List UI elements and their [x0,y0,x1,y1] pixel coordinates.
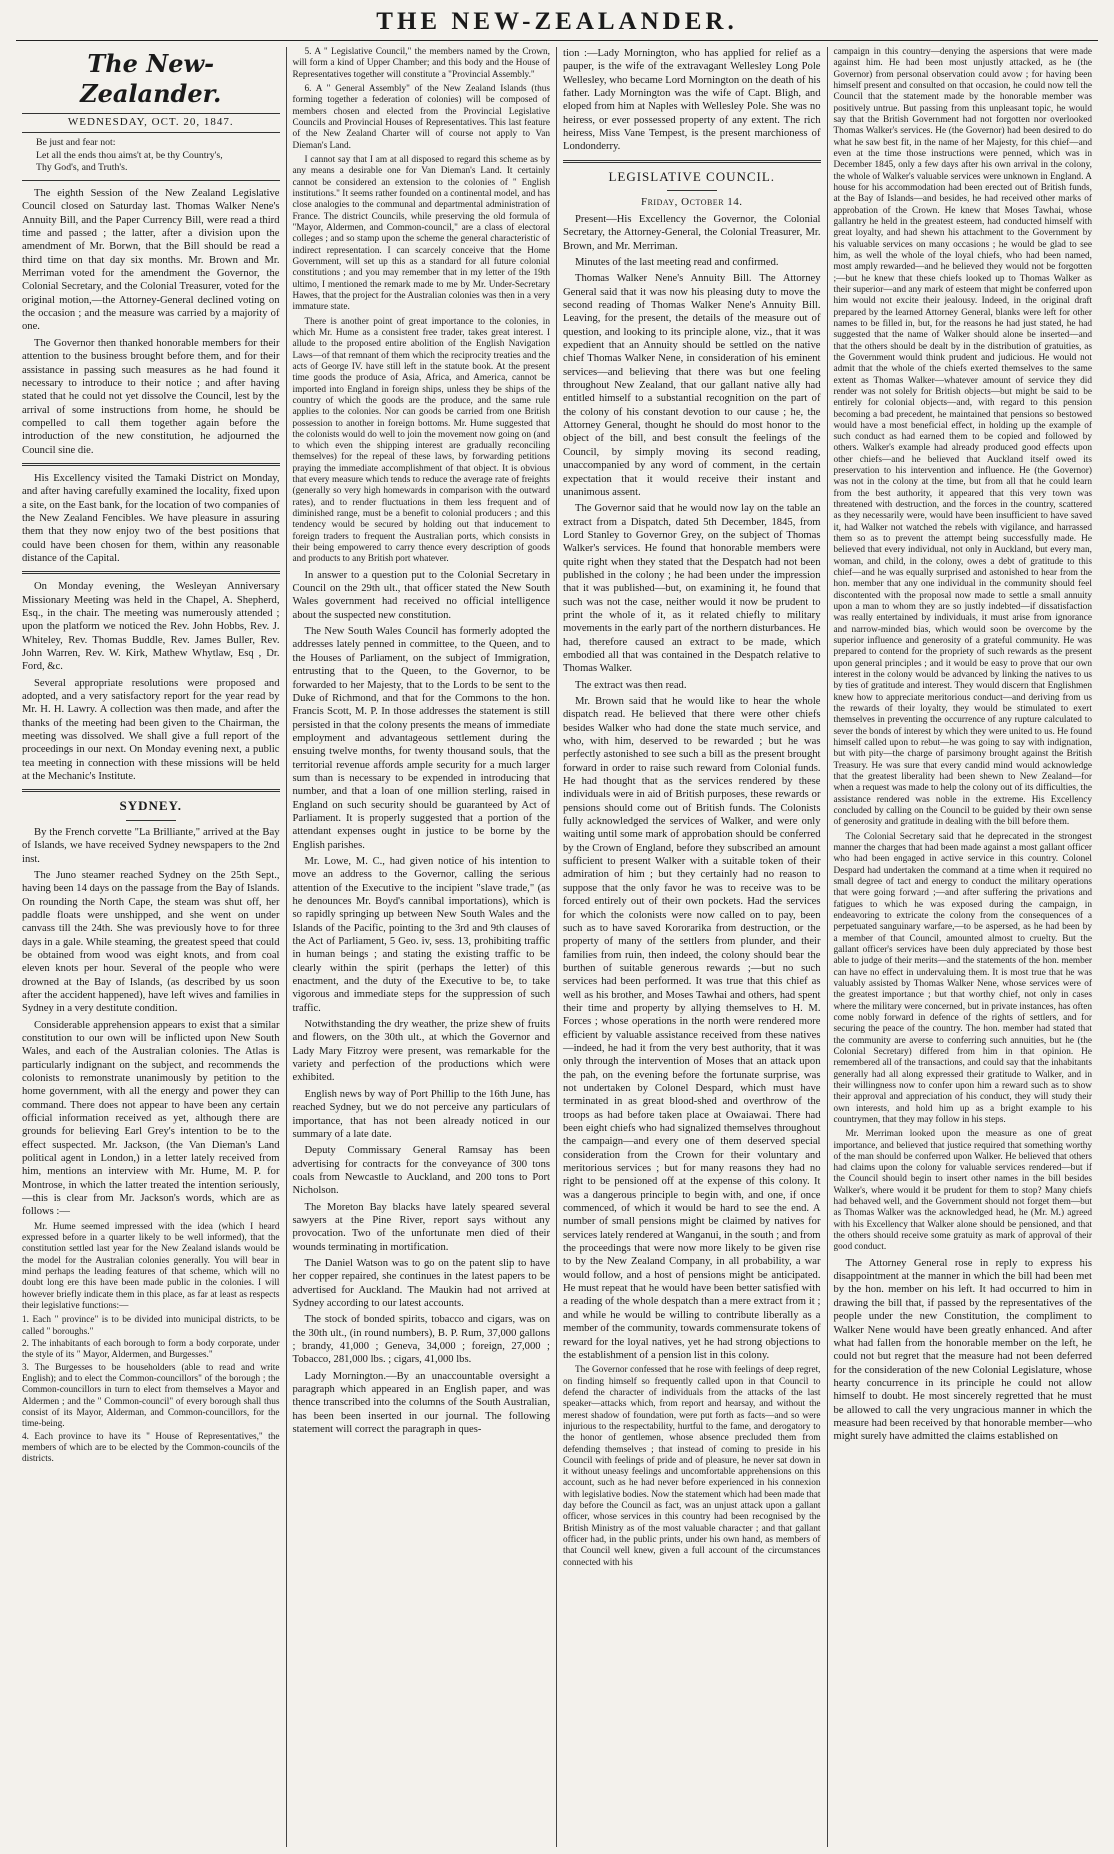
quoted-letter: 6. A " General Assembly" of the New Zealand Islands (thus forming together a federation of colonies) will be composed of members chosen and elected from the Provincial Legislative Councils and Provincial Houses of Representatives. This last feature of the New Zealand Charter will of course not apply to Van Dieman's Land. [292,83,550,151]
quoted-letter: Mr. Hume seemed impressed with the idea (which I heard expressed before in a quarter likely to be well informed), that the constitution settled last year for the New Zealand islands would be the model for the Australian colonies generally. You will bear in mind perhaps the leading features of that scheme, which will no doubt long ere this have been made public in the colonies. I will however briefly indicate them in this place, as far at least as respects their legislative functions:— [22,1221,280,1312]
article-paragraph: English news by way of Port Phillip to the 16th June, has reached Sydney, but we do not perceive any particulars of importance, that has not been already noticed in our summary of a late date. [292,1088,550,1140]
divider [22,463,280,466]
columns [16,47,1098,1847]
divider [22,180,280,181]
article-paragraph: His Excellency visited the Tamaki District on Monday, and after having carefully examined the locality, fixed upon a site, on the East bank, for the location of two companies of the New Zealand Fencibles. We have pleasure in assuring them that they now enjoy two of the best positions that could have been chosen for them, within any reasonable distance of the Capital. [22,472,280,564]
divider [563,160,821,163]
article-paragraph: The Governor then thanked honorable members for their attention to the business brought before them, and for their assistance in passing such measures as he had found it necessary to introduce to their notice ; and after having stated that he could not yet dissolve the Council, lest by the arrival of some instructions from home, he should be compelled to call them together again before the introduction of the new constitution, he adjourned the Council sine die. [22,337,280,456]
column-2 [287,47,558,1847]
article-paragraph: tion :—Lady Mornington, who has applied for relief as a pauper, is the wife of the extravagant Wellesley Long Pole Wellesley, who became Lord Mornington on the death of his father. Lady Mornington was the wife of Capt. Bligh, and eloped from him at Naples with Wellesley Pole. She was no heiress, or ever possessed property of any extent. The rich heiress, Miss Vane Tempest, is the present marchioness of Londonderry. [563,48,821,153]
article-paragraph: The Attorney General rose in reply to express his disappointment at the manner in which the bill had been met by the hon. member on his left. It had occurred to him in drawing the bill that, if passed by the representatives of the people under the new Constitution, the compliment to Walker Nene would have been greatly enhanced. And after what had fallen from the honorable member on the left, he could not but regret that the measure had not been deferred for the consideration of the new Colonial Legislature, whose hearty concurrence in its principle he could not allow himself to doubt. He most sincerely regretted that he must be allowed to call the very ungracious manner in which the measure had been received by that honorable member—who might surely have admitted the claims established on [833,1257,1092,1443]
article-paragraph: Mr. Brown said that he would like to hear the whole dispatch read. He believed that there were other chiefs besides Walker who had done the state much service, and who, with him, deserved to be rewarded ; but he was perfectly astonished to see such a bill as the present brought forward in order to raise such reward from Colonial funds. He had thought that as the services rendered by these individuals were in aid of British purposes, these rewards or pensions should come out of British funds. The Colonists fully acknowledged the services of Walker, and were only waiting until some mark of approbation should be conferred by the Crown of England, before they subscribed an amount sufficient to present Walker with a suitable token of their admiration of him ; but they certainly had no reason to suppose that the only favor he was to receive was to be forced entirely out of their own pockets. Had the services for which the colonists were now called on to pay, been such as to have saved Kororarika from destruction, or the property of many of the settlers from plunder, and their families from ruin, then indeed, the colony should bear the burthen of suitable generous rewards ;—but no such services had been performed. It was true that this chief as well as his brother, and Moses Tawhai and others, had spent their time and property by allying themselves to H. M. Forces ; whose operations in the north were rendered more efficient by valuable assistance received from these natives—indeed, he had it from the very best authority, that it was only through the intervention of Moses that an attack upon the pah, on the evening before the fortunate surprise, was not undertaken by Colonel Despard, which must have terminated in as great blood-shed and overthrow of the troops as had before taken place at Owaiawai. There had been eight chiefs who had signalized themselves throughout the campaign—and every one of them deserved special consideration from the Crown for their voluntary and meritorious services ; but for many reasons they had no right to be pensioned off at the expense of this colony. It was a dangerous principle to begin with, and one, if once commenced, of which it would be hard to see the end. A number of small pensions might be claimed by natives for services lately rendered at Wanganui, in the south ; and from the proceedings that were now more likely to be given rise to by the New Zealand Company, in all probability, a war would follow, and a host of pensions might be anticipated. He must repeat that he would have been better satisfied with a reading of the whole despatch than a mere extract from it ; and while he would be willing to contribute liberally as a member of the community, towards commensurate tokens of reward for the loyal natives, yet he had strong objections to the establishment of a pension list in this colony. [563,696,821,1361]
constitution-list [22,1315,280,1465]
divider [22,789,280,792]
list-item: 4. Each province to have its " House of Representatives," the members of which are to be elected by the Common-councils of the districts. [22,1431,280,1465]
quoted-letter: There is another point of great importance to the colonies, in which Mr. Hume as a consistent free trader, takes great interest. I allude to the proposed entire abolition of the English Navigation Laws—of that remnant of them which the reciprocity treaties and the acts of George IV. have still left in the statute book. At the present time goods the produce of Asia, Africa, and America, cannot be imported into England in foreign ships, unless they be ships of the country of which the goods are the produce, and the same rule applies to the colonies. Nor can goods be carried from one British possession to another in foreign bottoms. Mr. Hume suggested that the colonists would do well to join the movement now going on (and to which even the shipping interest are gradually reconciling themselves) for the repeal of these laws, by forwarding petitions praying the immediate accomplishment of that object. It is obvious that every measure which tends to reduce the average rate of freights (generally so very high homewards in comparison with the outward rates), and to render fluctuations in them less frequent and of diminished range, must be a benefit to colonial producers ; and this tendency would be secured by holding out that inducement to foreign traders to frequent the Australian ports, which consists in their being empowered to carry thence every description of goods and products to any British port whatever. [292,316,550,565]
list-item: 2. The inhabitants of each borough to form a body corporate, under the style of its " Mayor, Aldermen, and Burgesses." [22,1339,280,1361]
article-paragraph: The extract was then read. [575,679,687,691]
article-paragraph: The Colonial Secretary said that he deprecated in the strongest manner the charges that had been made against a most gallant officer who had been engaged in active service in this country. Colonel Despard had undertaken the command at a time when it required no small degree of tact and energy to conduct the military operations that were going forward ;—and after suffering the privations and fatigues to which he was exposed during the campaign, in endeavoring to extricate the colony from the consequences of a perpetuated sanguinary warfare,—to be aspersed, as he had been by a member of that Council, amounted almost to cruelty. But the gallant officer's services have been duly appreciated by those best able to judge of their merits—and the statements of the hon. member can have no effect in undervaluing them. It is most true that he was valuably assisted by Thomas Walker Nene, whose services were of the greatest importance ; but that worthy chief, not only in cases where the military were concerned, but in private instances, has often come nobly forward in defence of the rights of settlers, and for securing the peace of the country. The hon. member had stated that the community are averse to conferring such annuities, but he (the Colonial Secretary) differed from him in that opinion. He remembered all of the transactions, and could say that the inhabitants generally had all along expressed their gratitude to Walker, and in their willingness now to confer upon him a reward such as to show their approval and appreciation of his conduct, they will study their own interests, and hold him up as a bright example to his countrymen, that they may follow in his steps. [833,831,1092,1125]
list-item: 1. Each " province" is to be divided into municipal districts, to be called " boroughs." [22,1315,280,1337]
article-paragraph: By the French corvette "La Brilliante," arrived at the Bay of Islands, we have received Sydney newspapers to the 2nd inst. [22,826,280,865]
article-paragraph: The New South Wales Council has formerly adopted the addresses lately penned in committee, to the Queen, and to the Houses of Parliament, on the subject of Immigration, entrusting that to the Queen, to the Governor, to be forwarded to her Majesty, that to the Lords to be sent to the Duke of Richmond, and that for the Commons to the hon. Francis Scott, M. P. In those addresses the statement is still persisted in that the colony presents the means of immediate employment and advantageous settlement during the ensuing twelve months, for twenty thousand souls, that the territorial revenue affords ample security for a much larger sum than is necessary to be expended in introducing that number, and that a loan of one million sterling, raised in England on such security should be guaranteed by Act of Parliament. It is properly suggested that a portion of the attendant expenses ought in justice to be borne by the English parishes. [292,626,550,851]
section-heading-sydney: SYDNEY. [119,798,182,814]
column-3 [557,47,828,1847]
article-paragraph: Minutes of the last meeting read and confirmed. [575,257,779,269]
article-paragraph: In answer to a question put to the Colonial Secretary in Council on the 29th ult., that officer stated the New South Wales government had received no official intelligence about the suspected new constitution. [292,569,550,621]
article-paragraph: Notwithstanding the dry weather, the prize shew of fruits and flowers, on the 30th ult., at which the Governor and Lady Mary Fitzroy were present, was remarkable for the variety and perfection of the productions which were exhibited. [292,1019,550,1084]
article-paragraph: The Moreton Bay blacks have lately speared several sawyers at the Pine River, report says without any provocation. Two of the unfortunate men died of their wounds terminating in mortification. [292,1201,550,1253]
article-paragraph: The Governor confessed that he rose with feelings of deep regret, on finding himself so frequently called upon in that Council to defend the character of individuals from the attacks of the last speaker—attacks which, from report and hearsay, and without the merest shadow of foundation, were put forth as facts—and so were injurious to the respectability, hurtful to the fame, and derogatory to the honor of gentlemen, whose absence precluded them from defending themselves ; that instead of coming to preside in his Council with feelings of pride and of pleasure, he never sat down in it without uneasy feelings and uncomfortable apprehensions on this account, such as he had never before experienced in his connexion with legislative bodies. Now the statement which had been made that day before the Council as fact, was an unjust attack upon a gallant officer, whose services in this country had been recognised by the British Ministry as of the most valuable character ; and that gallant officer had, in the public prints, under his own hand, as members of that Council well knew, given a full account of the circumstances connected with his [563,1365,821,1568]
motto-line: Thy God's, and Truth's. [36,161,128,173]
article-paragraph: The Governor said that he would now lay on the table an extract from a Dispatch, dated 5th December, 1845, from Lord Stanley to Governor Grey, on the subject of Thomas Walker's services. He found that honorable members were quite right when they stated that the Despatch had not been published in the colony ; he had been under the impression that it was published—but, on examining it, he found that such was not the case, neither would it now be prudent to print the whole of it, as it related chiefly to military movements in the early part of the northern disturbances. He had, therefore caused an extract to be made, which embodied all that was contained in the Despatch relative to Thomas Walker. [563,503,821,675]
article-paragraph: campaign in this country—denying the aspersions that were made against him. He had been most unjustly attacked, as he (the Governor) from personal observation could avow ; for having been himself present and consulted on that occasion, he could now tell the Council that the statement made by the honorable member was positively untrue. But passing from this unpleasant topic, he would say that the British Government had not forgotten nor overlooked Thomas Walker's services. He (the Governor) had been desired to do what he saw best fit, in the name of her Majesty, for this chief—and even at the time those instructions were penned, which was in December 1845, only a few days after his own arrival in the colony, the whole of Walker's valuable services were unknown in England. A house for his accommodation had been erected out of British funds, at the Bay of Islands—and besides, he had received other marks of approbation of the Crown. He knew that Moses Tawhai, whose gallantry he held in the greatest esteem, had conducted himself with great loyalty, and had shewn his attachment to the Government by his valuable services on many occasions ; he would be glad to see him, as well the whole of the loyal chiefs, who had been named, most amply rewarded—and he believed they would not be forgotten ;—but he knew that these chiefs looked up to Thomas Walker as their superior—and any mark of esteem that might be conferred upon him would not excite their jealousy. Indeed, in the original draft prepared by the learned Attorney General, blanks were left for other names to be filled in, but, for the reasons he had just stated, he had suggested that the name of Walker should alone be inserted—and that the others should be dealt by in the distribution of gratuities, as the Government would think prudent and judicious. He would not admit that the whole of the chiefs exerted themselves to the same extent as Thomas Walker—whatever amount of service they did render was not solely for British objects—but might be said to be entirely for colonial objects—and, with regard to this pension becoming a bad precedent, he maintained that pensions so bestowed would have a most beneficial effect, in holding up the example of such conduct as had earned them to be copied and followed by others. Walker's example had already produced good effects upon other chiefs—and he believed that Auckland itself owed its preservation to his intervention and influence. He (the Governor) was not in the colony at the time, but from all that he could learn from the best authority, it appeared that this very town was threatened with destruction, and the forces in the country, scattered as they necessarily were, would have been insufficient to have saved it, had Walker not watched the rebels with vigilance, and harrassed them so as to prevent the attempt being successfully made. He believed that every individual, not only in Auckland, but every man, woman, and child, in the colony, owes a debt of gratitude to this chief—and he was equally surprised and astonished to hear from the hon. member that any one individual in the community should feel discontented with the proposal now made to settle a small annuity upon a man to whom they are so justly indebted—if dissatisfaction was really entertained by individuals, it must arise from ignorance and narrow-minded bias, which would soon be overcome by the superior influence and generosity of a grateful community. He was prepared to contend for the propriety of such rewards as the present upon general principles ; and it would be easy to prove that our own interest in the colony would be advanced by linking the natives to us by ties of gratitude and interest. They would discern that Englishmen knew how to appreciate meritorious conduct—and deriving from us the rewards of their loyalty, they would be stimulated to exert themselves in preventing the occurrence of any rupture calculated to sever the bonds of interest by which they were united to us. He found himself called upon to rebut—he was going to say with indignation, but with pity—the charge of parsimony brought against the British Treasury. He was sure that every candid mind would acknowledge that the greatest liberality had been shewn to New Zealand—for when a request was made to help the colony out of its difficulties, the assistance rendered was noble in the extreme. His Excellency concluded by calling on the Council to be guided by their own sense of generosity and gratitude in dealing with the bill before them. [833,47,1092,828]
motto-line: Let all the ends thou aims't at, be thy Country's, [36,149,223,161]
list-item: 3. The Burgesses to be householders (able to read and write English); and to elect the Common-councillors" of the borough ; the Common-councillors in turn to elect from themselves a Mayor and Aldermen ; and the " Common-council" of every borough shall thus consist of its Mayor, Alderman, and Common-councillors, for the time-being. [22,1362,280,1430]
motto [36,137,280,174]
article-paragraph: On Monday evening, the Wesleyan Anniversary Missionary Meeting was held in the Chapel, A. Shepherd, Esq., in the chair. The meeting was numerously attended ; upon the platform we noticed the Rev. John Hobbs, Rev. J. Whiteley, Rev. Thomas Buddle, Rev. James Buller, Rev. John Warren, Rev. W. Kirk, Mathew Whytlaw, Esq , Dr. Ford, &c. [22,581,280,673]
column-4 [828,47,1099,1847]
section-heading-legislative-council: LEGISLATIVE COUNCIL. [608,168,776,184]
article-paragraph: The eighth Session of the New Zealand Legislative Council closed on Saturday last. Thomas Walker Nene's Annuity Bill, and the Paper Currency Bill, were read a third time and passed ; the latter, after a division upon the amendment of Mr. Borwn, that the Bill should be read a third time on that day six months. Mr. Brown and Mr. Merriman voted for the amendment the Governor, the Colonial Secretary, and the Colonial Treasurer, voted for the original motion,—the Attorney-General declined voting on the occasion ; and the measure was carried by a majority of one. [22,188,280,333]
article-paragraph: The stock of bonded spirits, tobacco and cigars, was on the 30th ult., (in round numbers), B. P. Rum, 37,000 gallons ; brandy, 41,000 ; Geneva, 34,000 ; foreign, 27,000 ; Tobacco, 281,000 lbs. ; cigars, 41,000 lbs. [292,1314,550,1366]
session-date: Friday, October 14. [640,196,743,209]
article-paragraph: The Juno steamer reached Sydney on the 25th Sept., having been 14 days on the passage from the Bay of Islands. On rounding the North Cape, the steam was shut off, her paddle floats were unshipped, and she went on under canvass till the 24th. She was previously hove to for three days in a gale. While steaming, the greatest speed that could be obtained from wood was eight knots, and from coal eleven knots per hour. Several of the people who were drowned at the Bay of Islands, (as described by us soon after the accident happened), have left wives and families in Sydney in a very destitute condition. [22,869,280,1015]
article-paragraph: Several appropriate resolutions were proposed and adopted, and a very satisfactory report for the year read by Mr. H. H. Lawry. A collection was then made, and after the thanks of the meeting had been given to the Chairman, the meeting was dissolved. We shall give a full report of the proceedings in our next. On Monday evening next, a public tea meeting in connection with these missions will be held at the Mechanic's Institute. [22,677,280,783]
article-paragraph: Present—His Excellency the Governor, the Colonial Secretary, the Attorney-General, the Colonial Treasurer, Mr. Brown, and Mr. Merriman. [563,213,821,252]
running-head: THE NEW-ZEALANDER. [16,8,1098,41]
quoted-letter: 5. A " Legislative Council," the members named by the Crown, will form a kind of Upper Chamber; and this body and the House of Representatives together will constitute a "Provincial Assembly." [292,47,550,80]
article-paragraph: Considerable apprehension appears to exist that a similar constitution to our own will be inflicted upon New South Wales, and each of the Australian colonies. The Atlas is particularly indignant on the subject, and recommends the colonists to remonstrate unanimously by petition to the home government, with all the energy and power they can command. There does not appear to have been any certain official information received as yet, although there are grounds for believing Earl Grey's intention to be to the effect suspected. Mr. Jackson, (the Van Dieman's Land political agent in London,) in a letter lately received from him, mentions an interview with Mr. Hume, M. P. for Montrose, in which the latter treated the intention seriously,—this is clear from Mr. Jackson's words, which are as follows :— [22,1019,280,1218]
article-paragraph: The Daniel Watson was to go on the patent slip to have her copper repaired, she continues in the latest papers to be advertised for Auckland. The Maukin had not arrived at Sydney according to our latest accounts. [292,1257,550,1309]
masthead-title: The New-Zealander. [80,49,222,109]
article-paragraph: Deputy Commissary General Ramsay has been advertising for contracts for the conveyance of 300 tons coals from Newcastle to Auckland, and 200 tons to Port Nicholson. [292,1145,550,1197]
divider [667,190,717,191]
article-paragraph: Mr. Merriman looked upon the measure as one of great importance, and believed that justice required that something worthy of the man should be conferred upon Walker. He believed that others had claims upon the colony for valuable services rendered—but if the Council should begin to insert other names in the bill besides Walker's, where would it be prudent for them to stop? Many chiefs had behaved well, and the Government should not forget them—but as Thomas Walker was the acknowledged head, he (Mr. M.) agreed with his Excellency that Walker alone should be pensioned, and that the others should receive some gratuity as mark of approval of their good conduct. [833,1129,1092,1253]
divider [126,820,176,821]
column-1 [16,47,287,1847]
divider [22,571,280,574]
article-paragraph: Mr. Lowe, M. C., had given notice of his intention to move an address to the Governor, calling the serious attention of the Executive to the incipient "slave trade," (as he denounces Mr. Boyd's cannibal importations), which is so rapidly springing up between New South Wales and the Islands of the Pacific, pointing to the 3rd and 9th clauses of the Act of Parliament, 5 Geo. iv, sess. 13, prohibiting traffic in human beings ; and stating the existing traffic to be clearly within the spirit (perhaps the letter) of this enactment, and the duty of the Executive to be, to take vigorous and immediate steps for the suppression of such traffic. [292,855,550,1014]
issue-date: WEDNESDAY, OCT. 20, 1847. [22,113,280,133]
motto-line: Be just and fear not: [36,137,116,149]
quoted-letter: I cannot say that I am at all disposed to regard this scheme as by any means a desirable one for Van Dieman's Land. It certainly cannot be considered an extension to the colonies of " English institutions." It seems rather founded on a continental model, and has close analogies to the communal and departmental administration of France. The district Councils, while preserving the old formula of "Mayor, Aldermen, and Common-council," are a class of electoral colleges ; and so stamp upon the scheme the general characteristic of indirect representation. I can scarcely conceive that the Home Government, will set up this as a standard for all future colonial constitutions ; and you may remember that in my letter of the 19th ultimo, I mentioned the remark made to me by Mr. Under-Secretary Hawes, that the project for the Australian colonies was then in a very immature state. [292,154,550,313]
article-paragraph: Lady Mornington.—By an unaccountable oversight a paragraph which appeared in an English paper, and was thence transcribed into the columns of the South Australian, has been been inserted in our journal. The following statement will correct the paragraph in ques- [292,1370,550,1436]
article-paragraph: Thomas Walker Nene's Annuity Bill. The Attorney General said that it was now his pleasing duty to move the second reading of Thomas Walker Nene's Annuity Bill. Leaving, for the present, the details of the measure out of question, and looking to its principle alone, viz., that it was expedient that an Annuity should be settled on the native chief Thomas Walker Nene, in consideration of his eminent services—and believing that there was but one feeling throughout New Zealand, that our gallant native ally had entitled himself to a substantial recognition on the part of the colony of his constant devotion to our cause ; he, the Attorney General, thought he should do most honor to the object of the bill, and best consult the feelings of the Council, by simply moving its second reading, unaccompanied by any word of comment, in the certain expectation that it would receive their instant and unanimous assent. [563,273,821,498]
